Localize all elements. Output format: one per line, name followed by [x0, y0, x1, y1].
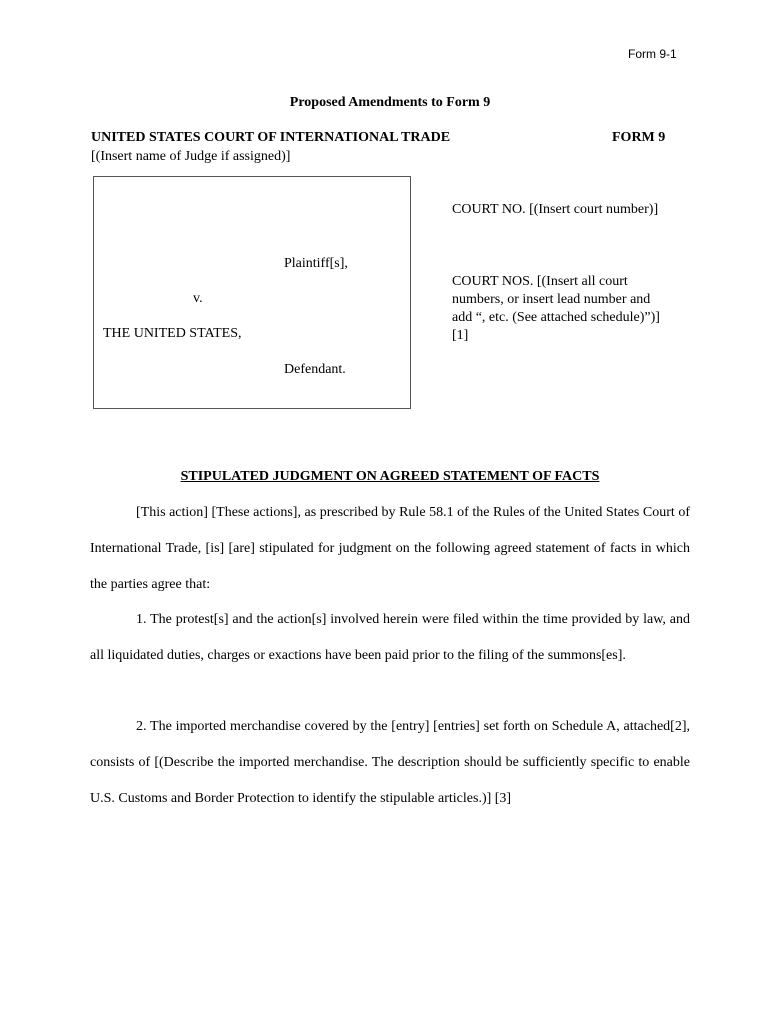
case-caption-box	[93, 176, 411, 409]
defendant-label: Defendant.	[284, 362, 346, 377]
document-title: Proposed Amendments to Form 9	[289, 95, 491, 110]
paragraph-1: 1. The protest[s] and the action[s] involved herein were filed within the time provided by law, and all liquidated duties, charges or exactions have been paid prior to the filing of the summons[es].	[90, 612, 690, 663]
plaintiff-label: Plaintiff[s],	[284, 256, 348, 271]
court-number: COURT NO. [(Insert court number)]	[452, 202, 659, 217]
form-number: Form 9-1	[628, 47, 677, 61]
defendant-name: THE UNITED STATES,	[103, 326, 242, 341]
paragraph-2: 2. The imported merchandise covered by the [entry] [entries] set forth on Schedule A, attached[2], consists of [(Describe the imported merchandise. The description should be sufficiently specific to enable U.S. Customs and Border Protection to identify the stipulable articles.)] [3]	[90, 719, 690, 806]
section-heading: STIPULATED JUDGMENT ON AGREED STATEMENT OF FACTS	[180, 469, 600, 484]
court-numbers-multiple: COURT NOS. [(Insert all court numbers, or insert lead number and add “, etc. (See attached schedule)”)] [1]	[452, 274, 660, 343]
paragraph-intro: [This action] [These actions], as prescribed by Rule 58.1 of the Rules of the United States Court of International Trade, [is] [are] stipulated for judgment on the following agreed statement of facts in which the parties agree that:	[90, 505, 690, 592]
versus-label: v.	[193, 291, 203, 306]
judge-placeholder: [(Insert name of Judge if assigned)]	[91, 149, 291, 164]
form-label: FORM 9	[612, 130, 666, 145]
court-name: UNITED STATES COURT OF INTERNATIONAL TRADE	[91, 130, 451, 145]
